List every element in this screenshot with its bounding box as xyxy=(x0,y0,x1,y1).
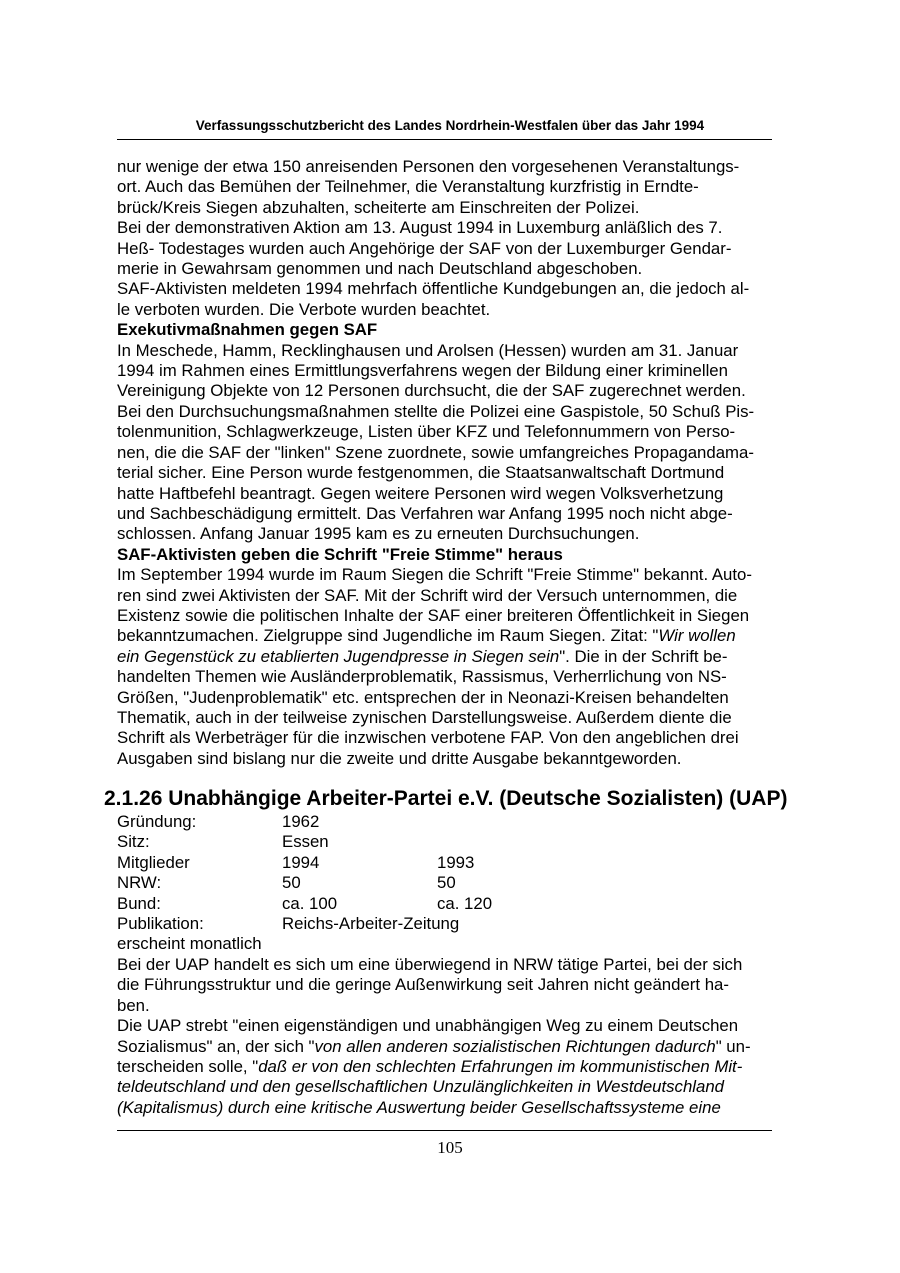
info-label: Bund: xyxy=(117,893,161,913)
info-label: Publikation: xyxy=(117,913,204,933)
quote-italic: daß er von den schlechten Erfahrungen im kommunistischen Mit- xyxy=(258,1057,743,1077)
text-line: handelten Themen wie Ausländerproblematik, Rassismus, Verherrlichung von NS- xyxy=(117,667,727,687)
info-year: 1993 xyxy=(437,852,475,872)
quote-italic: teldeutschland und den gesellschaftlichen Unzulänglichkeiten in Westdeutschland xyxy=(117,1077,725,1097)
main-text-block xyxy=(117,157,785,769)
text-line: nur wenige der etwa 150 anreisenden Personen den vorgesehenen Veranstaltungs- xyxy=(117,157,740,176)
text-line: Schrift als Werbeträger für die inzwischen verbotene FAP. Von den angeblichen drei xyxy=(117,728,739,748)
text-line: Ausgaben sind bislang nur die zweite und dritte Ausgabe bekanntgeworden. xyxy=(117,748,682,768)
text-line: merie in Gewahrsam genommen und nach Deutschland abgeschoben. xyxy=(117,259,643,279)
text-line xyxy=(117,626,785,646)
footer-rule xyxy=(117,1130,772,1131)
info-label: Mitglieder xyxy=(117,852,190,872)
text-line: 1994 im Rahmen eines Ermittlungsverfahrens wegen der Bildung einer kriminellen xyxy=(117,361,728,381)
text-line: ben. xyxy=(117,995,150,1015)
text-line: Größen, "Judenproblematik" etc. entsprechen der in Neonazi-Kreisen behandelten xyxy=(117,687,729,707)
text-line: Heß- Todestages wurden auch Angehörige der SAF von der Luxemburger Gendar- xyxy=(117,238,732,258)
text-line: ren sind zwei Aktivisten der SAF. Mit der Schrift wird der Versuch unternommen, die xyxy=(117,585,738,605)
text-line: le verboten wurden. Die Verbote wurden beachtet. xyxy=(117,299,491,319)
text-segment: " un- xyxy=(715,1036,751,1056)
text-line: Existenz sowie die politischen Inhalte der SAF einer breiteren Öffentlichkeit in Siegen xyxy=(117,605,750,625)
page-number: 105 xyxy=(437,1138,463,1157)
text-line: Bei den Durchsuchungsmaßnahmen stellte die Polizei eine Gaspistole, 50 Schuß Pis- xyxy=(117,401,755,421)
text-line: In Meschede, Hamm, Recklinghausen und Arolsen (Hessen) wurden am 31. Januar xyxy=(117,340,739,360)
text-line: die Führungsstruktur und die geringe Außenwirkung seit Jahren nicht geändert ha- xyxy=(117,975,729,995)
text-line: schlossen. Anfang Januar 1995 kam es zu erneuten Durchsuchungen. xyxy=(117,524,640,544)
page-header-title: Verfassungsschutzbericht des Landes Nordrhein-Westfalen über das Jahr 1994 xyxy=(195,118,705,133)
text-line: tolenmunition, Schlagwerkzeuge, Listen über KFZ und Telefonnummern von Perso- xyxy=(117,422,736,442)
text-segment: terscheiden solle, " xyxy=(117,1057,259,1077)
text-line: Thematik, auch in der teilweise zynischen Darstellungsweise. Außerdem diente die xyxy=(117,707,732,727)
text-line: Die UAP strebt "einen eigenständigen und unabhängigen Weg zu einem Deutschen xyxy=(117,1016,739,1036)
text-line: Im September 1994 wurde im Raum Siegen die Schrift "Freie Stimme" bekannt. Auto- xyxy=(117,565,752,585)
text-line xyxy=(117,1077,785,1097)
header-rule xyxy=(117,139,772,140)
text-line: und Sachbeschädigung ermittelt. Das Verfahren war Anfang 1995 noch nicht abge- xyxy=(117,503,733,523)
info-label: Sitz: xyxy=(117,832,150,852)
text-line: Bei der UAP handelt es sich um eine überwiegend in NRW tätige Partei, bei der sich xyxy=(117,955,743,974)
info-year: 1994 xyxy=(282,852,320,872)
quote-italic: ein Gegenstück zu etablierten Jugendpresse in Siegen sein xyxy=(117,646,560,666)
info-value: erscheint monatlich xyxy=(117,934,262,954)
info-value: ca. 100 xyxy=(282,893,338,913)
text-line xyxy=(117,1057,785,1077)
text-segment: ". Die in der Schrift be- xyxy=(559,646,728,666)
section-heading: 2.1.26 Unabhängige Arbeiter-Partei e.V. (Deutsche Sozialisten) (UAP) xyxy=(104,787,788,810)
text-line: ort. Auch das Bemühen der Teilnehmer, die Veranstaltung kurzfristig in Erndte- xyxy=(117,177,699,197)
subheading-freie-stimme: SAF-Aktivisten geben die Schrift "Freie Stimme" heraus xyxy=(117,544,563,564)
info-value: Essen xyxy=(282,832,329,852)
text-line: brück/Kreis Siegen abzuhalten, scheiterte am Einschreiten der Polizei. xyxy=(117,197,640,217)
text-line: hatte Haftbefehl beantragt. Gegen weitere Personen wird wegen Volksverhetzung xyxy=(117,483,724,503)
info-value: 1962 xyxy=(282,812,320,831)
uap-text-block xyxy=(117,955,785,1118)
info-value: 50 xyxy=(437,873,456,893)
text-line: SAF-Aktivisten meldeten 1994 mehrfach öffentliche Kundgebungen an, die jedoch al- xyxy=(117,279,750,299)
quote-italic: (Kapitalismus) durch eine kritische Auswertung beider Gesellschaftssysteme eine xyxy=(117,1097,721,1117)
text-line: nen, die die SAF der "linken" Szene zuordnete, sowie umfangreiches Propagandama- xyxy=(117,442,754,462)
subheading-exekutiv: Exekutivmaßnahmen gegen SAF xyxy=(117,320,378,340)
info-value: 50 xyxy=(282,873,301,893)
text-segment: bekanntzumachen. Zielgruppe sind Jugendliche im Raum Siegen. Zitat: " xyxy=(117,626,659,646)
info-label: Gründung: xyxy=(117,812,197,831)
text-line xyxy=(117,647,785,667)
info-value: Reichs-Arbeiter-Zeitung xyxy=(282,913,460,933)
text-line: Bei der demonstrativen Aktion am 13. August 1994 in Luxemburg anläßlich des 7. xyxy=(117,218,723,238)
info-label: NRW: xyxy=(117,873,162,893)
text-line: Vereinigung Objekte von 12 Personen durchsucht, die der SAF zugerechnet werden. xyxy=(117,381,746,401)
info-value: ca. 120 xyxy=(437,893,493,913)
quote-italic: von allen anderen sozialistischen Richtungen dadurch xyxy=(314,1036,716,1056)
text-line xyxy=(117,1098,785,1118)
text-segment: Sozialismus" an, der sich " xyxy=(117,1036,315,1056)
quote-italic: Wir wollen xyxy=(658,626,736,646)
text-line: terial sicher. Eine Person wurde festgenommen, die Staatsanwaltschaft Dortmund xyxy=(117,463,725,483)
text-line xyxy=(117,1037,785,1057)
